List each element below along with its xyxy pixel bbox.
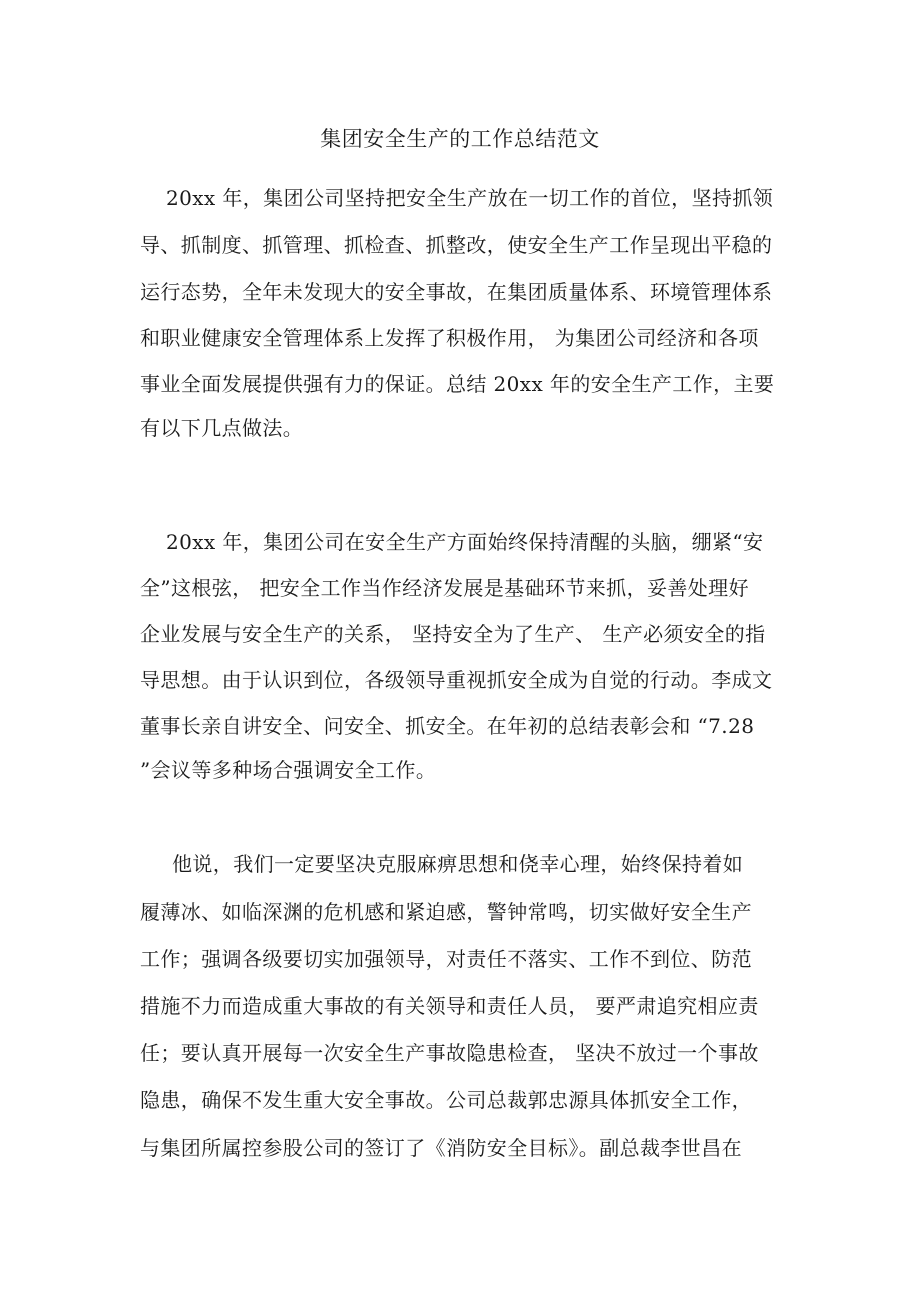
paragraph-2-line-6: ”会议等多种场合强调安全工作。 — [140, 758, 437, 782]
paragraph-3-line-1: 他说，我们一定要坚决克服麻痹思想和侥幸心理，始终保持着如 — [172, 852, 744, 876]
paragraph-2-line-5: 董事长亲自讲安全、问安全、抓安全。在年初的总结表彰会和 “7.28 — [140, 714, 755, 738]
paragraph-2-line-2: 全”这根弦， 把安全工作当作经济发展是基础环节来抓，妥善处理好 — [140, 576, 749, 600]
paragraph-3-line-5: 任；要认真开展每一次安全生产事故隐患检查， 坚决不放过一个事故 — [140, 1041, 759, 1065]
paragraph-1-line-2: 导、抓制度、抓管理、抓检查、抓整改，使安全生产工作呈现出平稳的 — [140, 233, 773, 257]
paragraph-3-line-2: 履薄冰、如临深渊的危机感和紧迫感，警钟常鸣，切实做好安全生产 — [140, 900, 752, 924]
paragraph-2-line-1: 20xx 年，集团公司在安全生产方面始终保持清醒的头脑，绷紧“安 — [166, 530, 764, 554]
paragraph-1-line-6: 有以下几点做法。 — [140, 416, 304, 440]
paragraph-1-line-5: 事业全面发展提供强有力的保证。总结 20xx 年的安全生产工作，主要 — [140, 372, 775, 396]
paragraph-2-line-3: 企业发展与安全生产的关系， 坚持安全为了生产、 生产必须安全的指 — [140, 622, 766, 646]
document-title: 集团安全生产的工作总结范文 — [320, 127, 600, 151]
paragraph-3-line-3: 工作；强调各级要切实加强领导，对责任不落实、工作不到位、防范 — [140, 947, 752, 971]
paragraph-3-line-6: 隐患，确保不发生重大安全事故。公司总裁郭忠源具体抓安全工作， — [140, 1088, 752, 1112]
paragraph-1-line-3: 运行态势，全年未发现大的安全事故，在集团质量体系、环境管理体系 — [140, 280, 773, 304]
paragraph-1-line-1: 20xx 年，集团公司坚持把安全生产放在一切工作的首位，坚持抓领 — [166, 186, 774, 210]
paragraph-2-line-4: 导思想。由于认识到位，各级领导重视抓安全成为自觉的行动。李成文 — [140, 668, 773, 692]
paragraph-3-line-7: 与集团所属控参股公司的签订了《消防安全目标》。副总裁李世昌在 — [140, 1136, 742, 1160]
paragraph-1-line-4: 和职业健康安全管理体系上发挥了积极作用， 为集团公司经济和各项 — [140, 326, 759, 350]
paragraph-3-line-4: 措施不力而造成重大事故的有关领导和责任人员， 要严肃追究相应责 — [140, 994, 759, 1018]
